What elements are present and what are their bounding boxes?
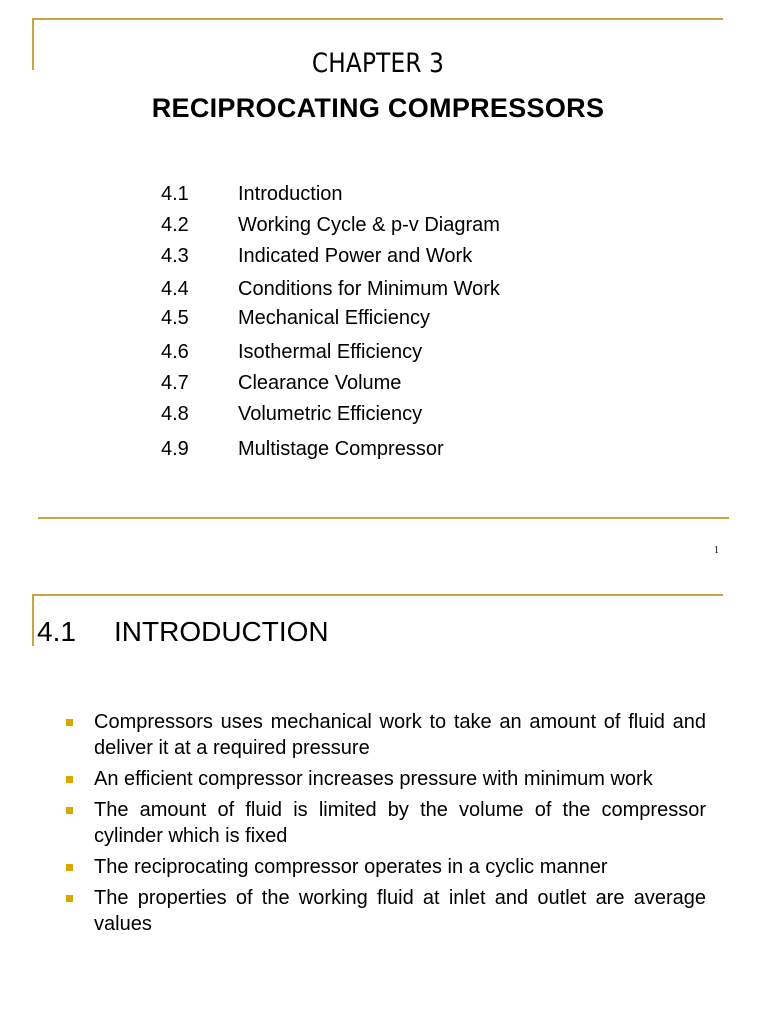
section-heading	[37, 616, 329, 648]
bullet-item: Compressors uses mechanical work to take an amount of fluid and deliver it at a required pressure	[66, 709, 706, 761]
slide2-top-rule	[32, 594, 723, 596]
bullet-item: An efficient compressor increases pressure with minimum work	[66, 766, 706, 792]
toc-number: 4.4	[161, 278, 189, 300]
toc-number: 4.3	[161, 245, 189, 267]
toc-label: Multistage Compressor	[238, 438, 444, 460]
toc-label: Mechanical Efficiency	[238, 307, 430, 329]
toc-item	[161, 341, 422, 364]
toc-label: Indicated Power and Work	[238, 245, 473, 267]
bullet-item: The reciprocating compressor operates in a cyclic manner	[66, 854, 706, 880]
slide1-left-rule	[32, 18, 34, 70]
toc-item	[161, 278, 500, 301]
bullet-item: The amount of fluid is limited by the volume of the compressor cylinder which is fixed	[66, 797, 706, 849]
bullet-list	[66, 709, 706, 942]
toc-item	[161, 183, 343, 206]
toc-number: 4.7	[161, 372, 189, 394]
toc-label: Volumetric Efficiency	[238, 403, 423, 425]
toc-item	[161, 245, 472, 268]
toc-number: 4.9	[161, 438, 189, 460]
toc-item	[161, 214, 500, 237]
toc-label: Isothermal Efficiency	[238, 341, 423, 363]
toc-number: 4.8	[161, 403, 189, 425]
chapter-label: CHAPTER 3	[311, 48, 445, 79]
section-number: 4.1	[37, 616, 76, 647]
toc-label: Clearance Volume	[238, 372, 402, 394]
toc-item	[161, 438, 444, 461]
toc-number: 4.2	[161, 214, 189, 236]
toc-item	[161, 307, 430, 330]
toc-item	[161, 403, 422, 426]
bullet-item: The properties of the working fluid at inlet and outlet are average values	[66, 885, 706, 937]
toc-number: 4.5	[161, 307, 189, 329]
slide1-top-rule	[32, 18, 723, 20]
toc-item	[161, 372, 401, 395]
toc-label: Introduction	[238, 183, 343, 205]
page-number: 1	[714, 545, 719, 556]
toc-number: 4.6	[161, 341, 189, 363]
slide2-left-rule	[32, 594, 34, 646]
toc-label: Conditions for Minimum Work	[238, 278, 500, 300]
toc-label: Working Cycle & p-v Diagram	[238, 214, 500, 236]
toc-number: 4.1	[161, 183, 189, 205]
chapter-title: RECIPROCATING COMPRESSORS	[151, 93, 605, 123]
section-title: INTRODUCTION	[114, 616, 329, 647]
slide1-bottom-rule	[38, 517, 729, 519]
